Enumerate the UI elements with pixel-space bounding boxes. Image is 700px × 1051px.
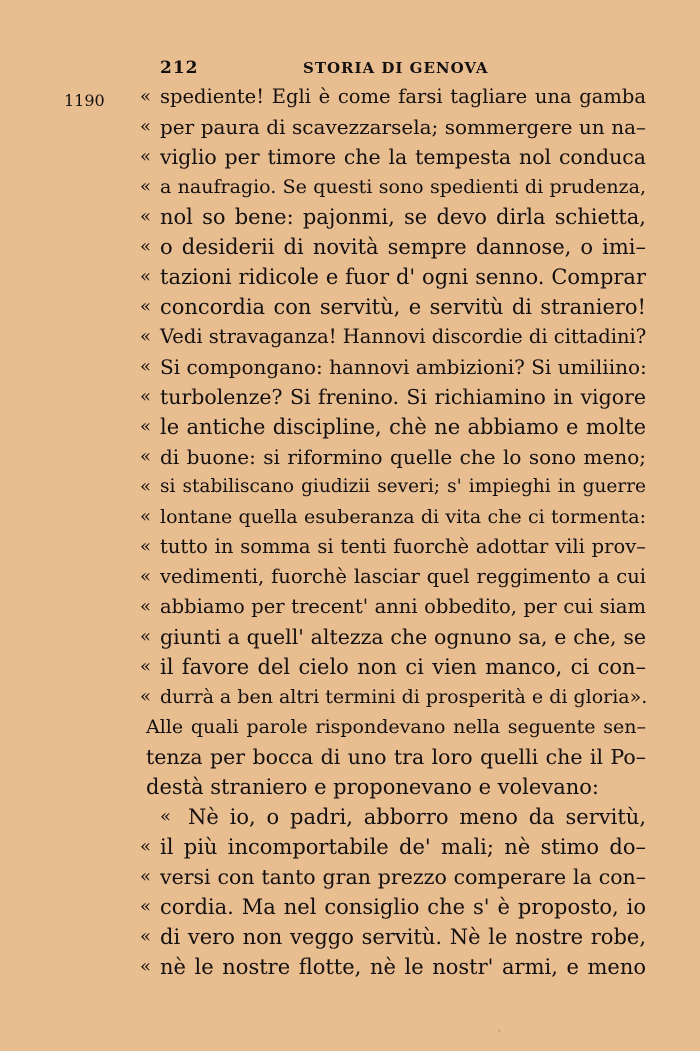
- line-text: abbiamo per trecent' anni obbedito, per cui siam: [160, 595, 646, 618]
- quote-mark: «: [140, 266, 152, 287]
- line-text: o desiderii di novità sempre dannose, o imi–: [160, 235, 646, 259]
- text-line: [0, 112, 700, 142]
- quote-mark: «: [140, 866, 152, 887]
- quote-mark: «: [140, 956, 152, 977]
- text-line: [0, 532, 700, 562]
- text-line: [0, 502, 700, 532]
- line-text: di buone: si riformino quelle che lo sono meno;: [160, 445, 646, 469]
- text-line: [0, 382, 700, 412]
- line-text: turbolenze? Si frenino. Si richiamino in vigore: [160, 385, 646, 409]
- quote-mark: «: [140, 206, 152, 227]
- line-text: concordia con servitù, e servitù di straniero!: [160, 295, 646, 319]
- text-line: [0, 952, 700, 982]
- line-text: tazioni ridicole e fuor d' ogni senno. Comprar: [160, 265, 646, 289]
- line-text: tutto in somma si tenti fuorchè adottar vili prov–: [160, 535, 646, 558]
- quote-mark: «: [140, 116, 152, 137]
- line-text: le antiche discipline, chè ne abbiamo e molte: [160, 415, 646, 439]
- line-text: Vedi stravaganza! Hannovi discordie di cittadini?: [160, 325, 647, 348]
- quote-mark: «: [140, 86, 152, 107]
- text-line: [0, 82, 700, 112]
- line-text: nè le nostre flotte, nè le nostr' armi, e meno: [160, 955, 646, 979]
- quote-mark: «: [140, 386, 152, 407]
- text-line: [0, 922, 700, 952]
- quote-mark: «: [140, 236, 152, 257]
- line-text: per paura di scavezzarsela; sommergere un na–: [160, 115, 646, 139]
- text-line: [0, 472, 700, 502]
- quote-mark: «: [140, 896, 152, 917]
- quote-mark: «: [140, 626, 152, 647]
- line-text: viglio per timore che la tempesta nol conduca: [160, 145, 646, 169]
- page-header: [0, 58, 700, 80]
- text-line: [0, 562, 700, 592]
- quote-mark: «: [140, 446, 152, 467]
- quote-mark: «: [140, 416, 152, 437]
- quote-mark: «: [140, 326, 152, 347]
- quote-mark: «: [140, 836, 152, 857]
- line-text: Alle quali parole rispondevano nella seguente sen–: [146, 716, 646, 738]
- text-line: [0, 232, 700, 262]
- line-text: giunti a quell' altezza che ognuno sa, e che, se: [160, 625, 646, 649]
- line-text: versi con tanto gran prezzo comperare la con–: [160, 865, 646, 889]
- text-line: [0, 802, 700, 832]
- quote-mark: «: [140, 686, 152, 707]
- narrative-line: [0, 712, 700, 742]
- quote-mark: «: [140, 566, 152, 587]
- line-text: Nè io, o padri, abborro meno da servitù,: [188, 805, 646, 829]
- line-text: lontane quella esuberanza di vita che ci tormenta:: [160, 506, 646, 528]
- quote-mark: «: [160, 806, 172, 827]
- text-line: [0, 322, 700, 352]
- line-text: spediente! Egli è come farsi tagliare una gamba: [160, 85, 646, 108]
- text-line: [0, 172, 700, 202]
- quote-mark: «: [140, 146, 152, 167]
- text-line: [0, 442, 700, 472]
- text-line: [0, 682, 700, 712]
- text-line: [0, 592, 700, 622]
- line-text: nol so bene: pajonmi, se devo dirla schietta,: [160, 205, 646, 229]
- text-line: [0, 652, 700, 682]
- line-text: tenza per bocca di uno tra loro quelli che il Po–: [146, 745, 646, 769]
- text-line: [0, 202, 700, 232]
- quote-mark: «: [140, 356, 152, 377]
- line-text: vedimenti, fuorchè lasciar quel reggimento a cui: [160, 565, 646, 588]
- text-line: [0, 352, 700, 382]
- print-speck: ·: [498, 1027, 501, 1036]
- text-line: [0, 142, 700, 172]
- quote-mark: «: [140, 926, 152, 947]
- text-line: [0, 262, 700, 292]
- narrative-line: [0, 772, 700, 802]
- line-text: durrà a ben altri termini di prosperità e di gloria».: [160, 686, 648, 708]
- quote-mark: «: [140, 296, 152, 317]
- page-number: 212: [160, 58, 199, 78]
- quote-mark: «: [140, 476, 152, 497]
- quote-mark: «: [140, 176, 152, 197]
- quote-mark: «: [140, 596, 152, 617]
- text-line: [0, 292, 700, 322]
- line-text: cordia. Ma nel consiglio che s' è proposto, io: [160, 895, 646, 919]
- narrative-line: [0, 742, 700, 772]
- margin-year-note: 1190: [64, 91, 105, 110]
- line-text: destà straniero e proponevano e volevano:: [146, 775, 599, 799]
- text-line: [0, 832, 700, 862]
- text-line: [0, 892, 700, 922]
- line-text: di vero non veggo servitù. Nè le nostre robe,: [160, 925, 646, 949]
- text-line: [0, 862, 700, 892]
- quote-mark: «: [140, 506, 152, 527]
- text-line: [0, 622, 700, 652]
- line-text: il favore del cielo non ci vien manco, ci con–: [160, 655, 646, 679]
- quote-mark: «: [140, 536, 152, 557]
- line-text: Si compongano: hannovi ambizioni? Si umiliino:: [160, 355, 647, 379]
- text-line: [0, 412, 700, 442]
- line-text: si stabiliscano giudizii severi; s' impieghi in guerre: [160, 476, 646, 497]
- quote-mark: «: [140, 656, 152, 677]
- line-text: il più incomportabile de' mali; nè stimo do–: [160, 835, 646, 859]
- running-title: STORIA DI GENOVA: [303, 59, 489, 77]
- line-text: a naufragio. Se questi sono spedienti di prudenza,: [160, 176, 646, 198]
